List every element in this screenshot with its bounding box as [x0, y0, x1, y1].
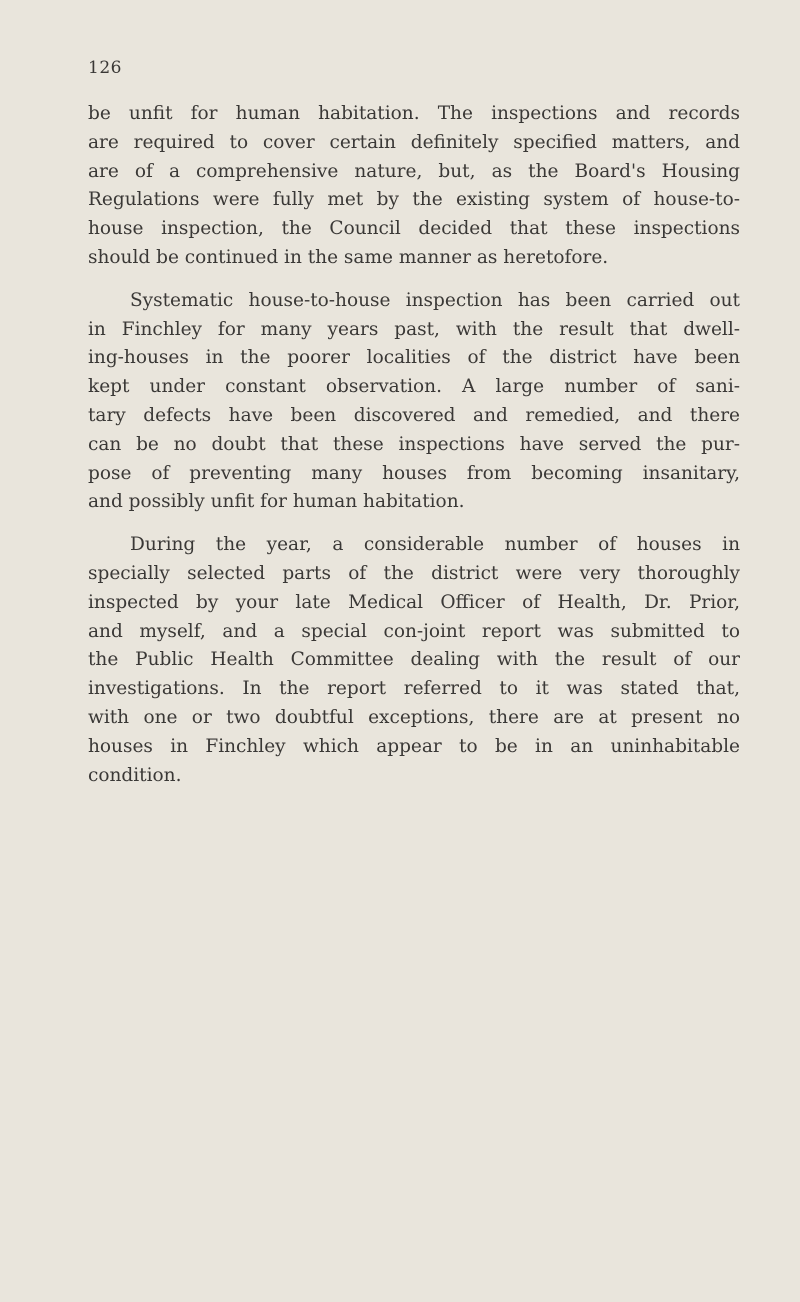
text-line: Regulations were fully met by the existing system of house-to- [88, 189, 740, 211]
text-line: be unfit for human habitation. The inspections and records [88, 103, 740, 124]
text-line: should be continued in the same manner as heretofore. [88, 246, 609, 268]
text-line: condition. [88, 764, 182, 786]
paragraph-1 [88, 100, 740, 273]
text-line: tary defects have been discovered and remedied, and there [88, 404, 740, 426]
text-line: houses in Finchley which appear to be in an uninhabitable [88, 735, 740, 757]
text-line: are required to cover certain definitely specified matters, and [88, 131, 740, 153]
paragraph-3 [88, 531, 740, 790]
text-line: Systematic house-to-house inspection has been carried out [130, 289, 740, 311]
text-line: kept under constant observation. A large number of sani- [88, 376, 740, 398]
text-line: During the year, a considerable number of houses in [130, 534, 740, 556]
text-line: can be no doubt that these inspections have served the pur- [88, 433, 740, 455]
text-line: in Finchley for many years past, with the result that dwell- [88, 318, 740, 340]
body-text [88, 100, 740, 790]
text-line: house inspection, the Council decided that these inspections [88, 218, 740, 240]
page-number: 126 [88, 58, 122, 78]
text-line: pose of preventing many houses from becoming insanitary, [88, 462, 740, 484]
text-line: the Public Health Committee dealing with the result of our [88, 649, 740, 671]
text-line: and myself, and a special con-joint report was submitted to [88, 620, 740, 642]
text-line: with one or two doubtful exceptions, there are at present no [88, 706, 740, 728]
text-line: ing-houses in the poorer localities of the district have been [88, 347, 740, 369]
text-line: inspected by your late Medical Officer of Health, Dr. Prior, [88, 591, 740, 613]
paragraph-2 [88, 287, 740, 517]
text-line: specially selected parts of the district were very thoroughly [88, 562, 740, 584]
text-line: and possibly unfit for human habitation. [88, 491, 465, 513]
text-line: investigations. In the report referred to it was stated that, [88, 678, 740, 700]
text-line: are of a comprehensive nature, but, as the Board's Housing [88, 160, 740, 182]
